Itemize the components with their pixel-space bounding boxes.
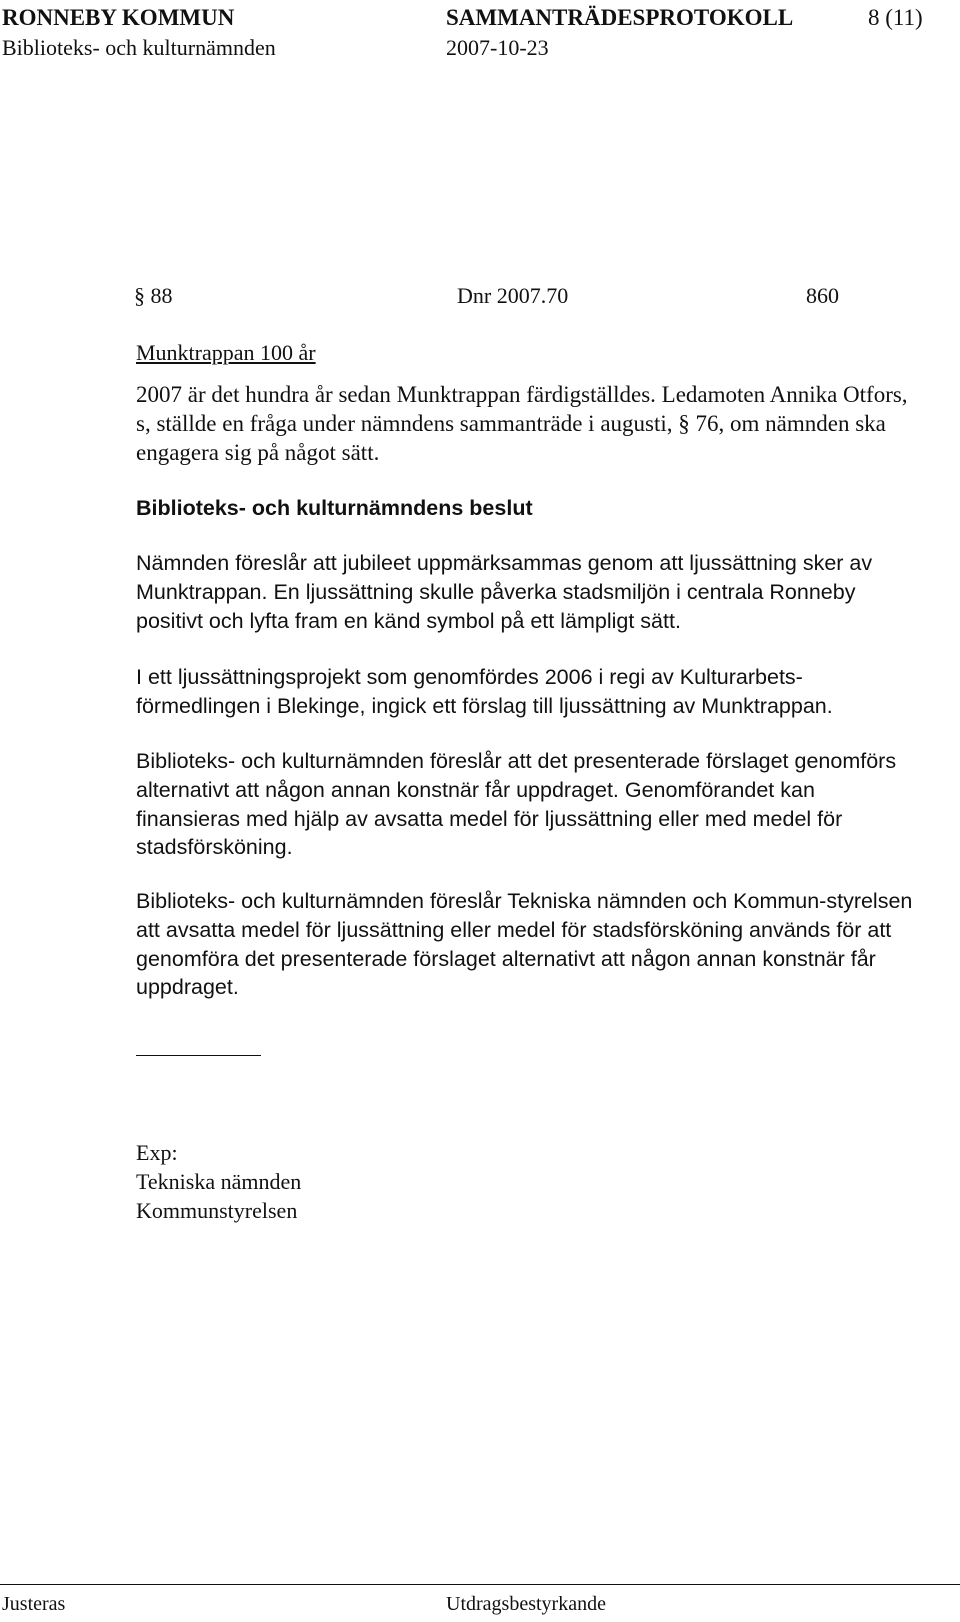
footer-rule: [0, 1584, 960, 1585]
dispatch-recipient: Tekniska nämnden: [136, 1169, 302, 1194]
decision-paragraph-1: Nämnden föreslår att jubileet uppmärksammas genom att ljussättning sker av Munktrappan. En ljussättning skulle påverka stadsmiljön i centrala Ronneby positivt och lyfta fram en känd symbol på ett lämpligt sätt.: [136, 551, 873, 633]
dispatch-label: Exp:: [136, 1140, 178, 1165]
footer-justeras: Justeras: [2, 1593, 66, 1615]
paragraph-number: § 88: [134, 283, 173, 308]
section-line: [134, 282, 874, 310]
decision-paragraph-3: Biblioteks- och kulturnämnden föreslår att det presenterade förslaget genomförs alternativt att någon annan konstnär får uppdraget. Genomförandet kan finansieras med hjälp av avsatta medel för ljussättning eller med medel för stadsförsköning.: [136, 749, 897, 860]
section-title: Munktrappan 100 år: [136, 340, 316, 365]
decision-paragraph-4: Biblioteks- och kulturnämnden föreslår Tekniska nämnden och Kommun-styrelsen att avsatta medel för ljussättning eller medel för stadsförsköning används för att genomföra det presenterade förslaget alternativt att någon annan konstnär får uppdraget.: [136, 889, 913, 1000]
municipality-name: RONNEBY KOMMUN: [2, 5, 235, 30]
footer-utdragsbestyrkande: Utdragsbestyrkande: [446, 1593, 606, 1615]
archive-code: 860: [806, 283, 839, 308]
page-number: 8 (11): [868, 5, 923, 30]
dispatch-recipient: Kommunstyrelsen: [136, 1198, 298, 1223]
decision-heading: Biblioteks- och kulturnämndens beslut: [136, 496, 533, 520]
diary-number: Dnr 2007.70: [457, 283, 569, 308]
intro-paragraph: 2007 är det hundra år sedan Munktrappan färdigställdes. Ledamoten Annika Otfors, s, ställde en fråga under nämndens sammanträde i augusti, § 76, om nämnden ska engagera sig på något sätt.: [136, 382, 908, 465]
decision-paragraph-2: I ett ljussättningsprojekt som genomfördes 2006 i regi av Kulturarbets-förmedlingen i Blekinge, ingick ett förslag till ljussättning av Munktrappan.: [136, 665, 833, 718]
protocol-type: SAMMANTRÄDESPROTOKOLL: [446, 5, 794, 30]
meeting-date: 2007-10-23: [446, 35, 549, 60]
section-end-rule: [136, 1055, 261, 1056]
dispatch-block: [136, 1138, 301, 1225]
committee-name: Biblioteks- och kulturnämnden: [2, 35, 276, 60]
